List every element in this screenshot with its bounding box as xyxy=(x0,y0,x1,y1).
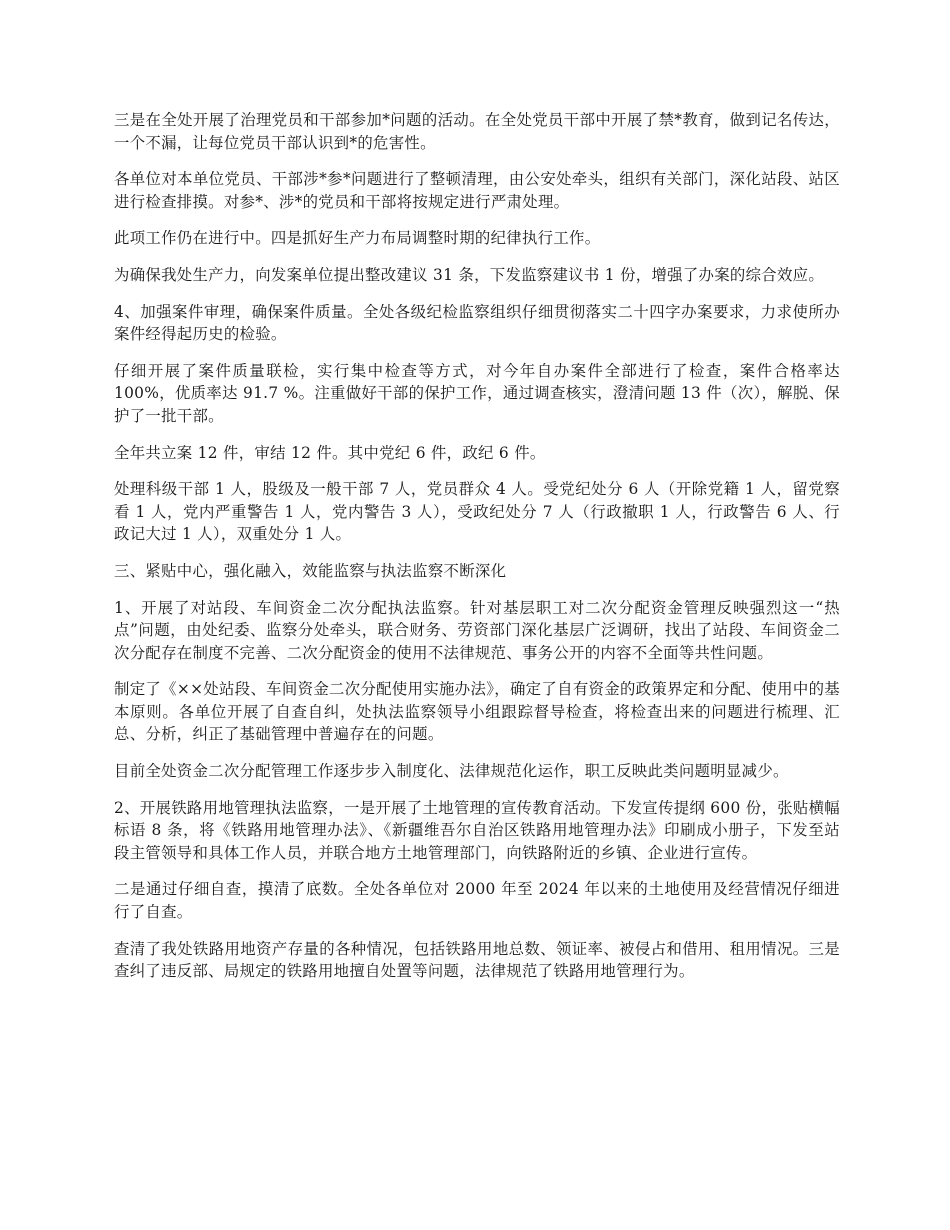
paragraph: 仔细开展了案件质量联检，实行集中检查等方式，对今年自办案件全部进行了检查，案件合格率达 100%，优质率达 91.7 %。注重做好干部的保护工作，通过调查核实，澄清问题 13 件（次），解脱、保护了一批干部。 xyxy=(114,361,840,425)
paragraph: 2、开展铁路用地管理执法监察，一是开展了土地管理的宣传教育活动。下发宣传提纲 600 份，张贴横幅标语 8 条，将《铁路用地管理办法》、《新疆维吾尔自治区铁路用地管理办法》印刷成小册子，下发至站段主管领导和具体工作人员，并联合地方土地管理部门，向铁路附近的乡镇、企业进行宣传。 xyxy=(114,798,840,862)
paragraph: 制定了《××处站段、车间资金二次分配使用实施办法》，确定了自有资金的政策界定和分配、使用中的基本原则。各单位开展了自查自纠，处执法监察领导小组跟踪督导检查，将检查出来的问题进行梳理、汇总、分析，纠正了基础管理中普遍存在的问题。 xyxy=(114,680,840,744)
paragraph: 目前全处资金二次分配管理工作逐步步入制度化、法律规范化运作，职工反映此类问题明显减少。 xyxy=(114,762,789,781)
paragraph: 1、开展了对站段、车间资金二次分配执法监察。针对基层职工对二次分配资金管理反映强烈这一“热点”问题，由处纪委、监察分处牵头，联合财务、劳资部门深化基层广泛调研，找出了站段、车间资金二次分配存在制度不完善、二次分配资金的使用不法律规范、事务公开的内容不全面等共性问题。 xyxy=(114,598,840,662)
paragraph: 三是在全处开展了治理党员和干部参加*问题的活动。在全处党员干部中开展了禁*教育，做到记名传达，一个不漏，让每位党员干部认识到*的危害性。 xyxy=(114,111,840,152)
paragraph: 处理科级干部 1 人，股级及一般干部 7 人，党员群众 4 人。受党纪处分 6 人（开除党籍 1 人，留党察看 1 人，党内严重警告 1 人，党内警告 3 人），受政纪处分 7 人（行政撤职 1 人，行政警告 6 人、行政记大过 1 人），双重处分 1 人。 xyxy=(114,480,840,544)
paragraph: 全年共立案 12 件，审结 12 件。其中党纪 6 件，政纪 6 件。 xyxy=(114,443,546,462)
paragraph: 各单位对本单位党员、干部涉*参*问题进行了整顿清理，由公安处牵头，组织有关部门，深化站段、站区进行检查排摸。对参*、涉*的党员和干部将按规定进行严肃处理。 xyxy=(114,170,840,211)
paragraph: 二是通过仔细自查，摸清了底数。全处各单位对 2000 年至 2024 年以来的土地使用及经营情况仔细进行了自查。 xyxy=(114,880,840,922)
paragraph: 为确保我处生产力，向发案单位提出整改建议 31 条，下发监察建议书 1 份，增强了办案的综合效应。 xyxy=(114,265,825,284)
paragraph: 4、加强案件审理，确保案件质量。全处各级纪检监察组织仔细贯彻落实二十四字办案要求，力求使所办案件经得起历史的检验。 xyxy=(114,302,840,344)
section-heading: 三、紧贴中心，强化融入，效能监察与执法监察不断深化 xyxy=(114,561,507,580)
paragraph: 此项工作仍在进行中。四是抓好生产力布局调整时期的纪律执行工作。 xyxy=(114,229,601,248)
paragraph: 查清了我处铁路用地资产存量的各种情况，包括铁路用地总数、领证率、被侵占和借用、租用情况。三是查纠了违反部、局规定的铁路用地擅自处置等问题，法律规范了铁路用地管理行为。 xyxy=(114,939,840,981)
